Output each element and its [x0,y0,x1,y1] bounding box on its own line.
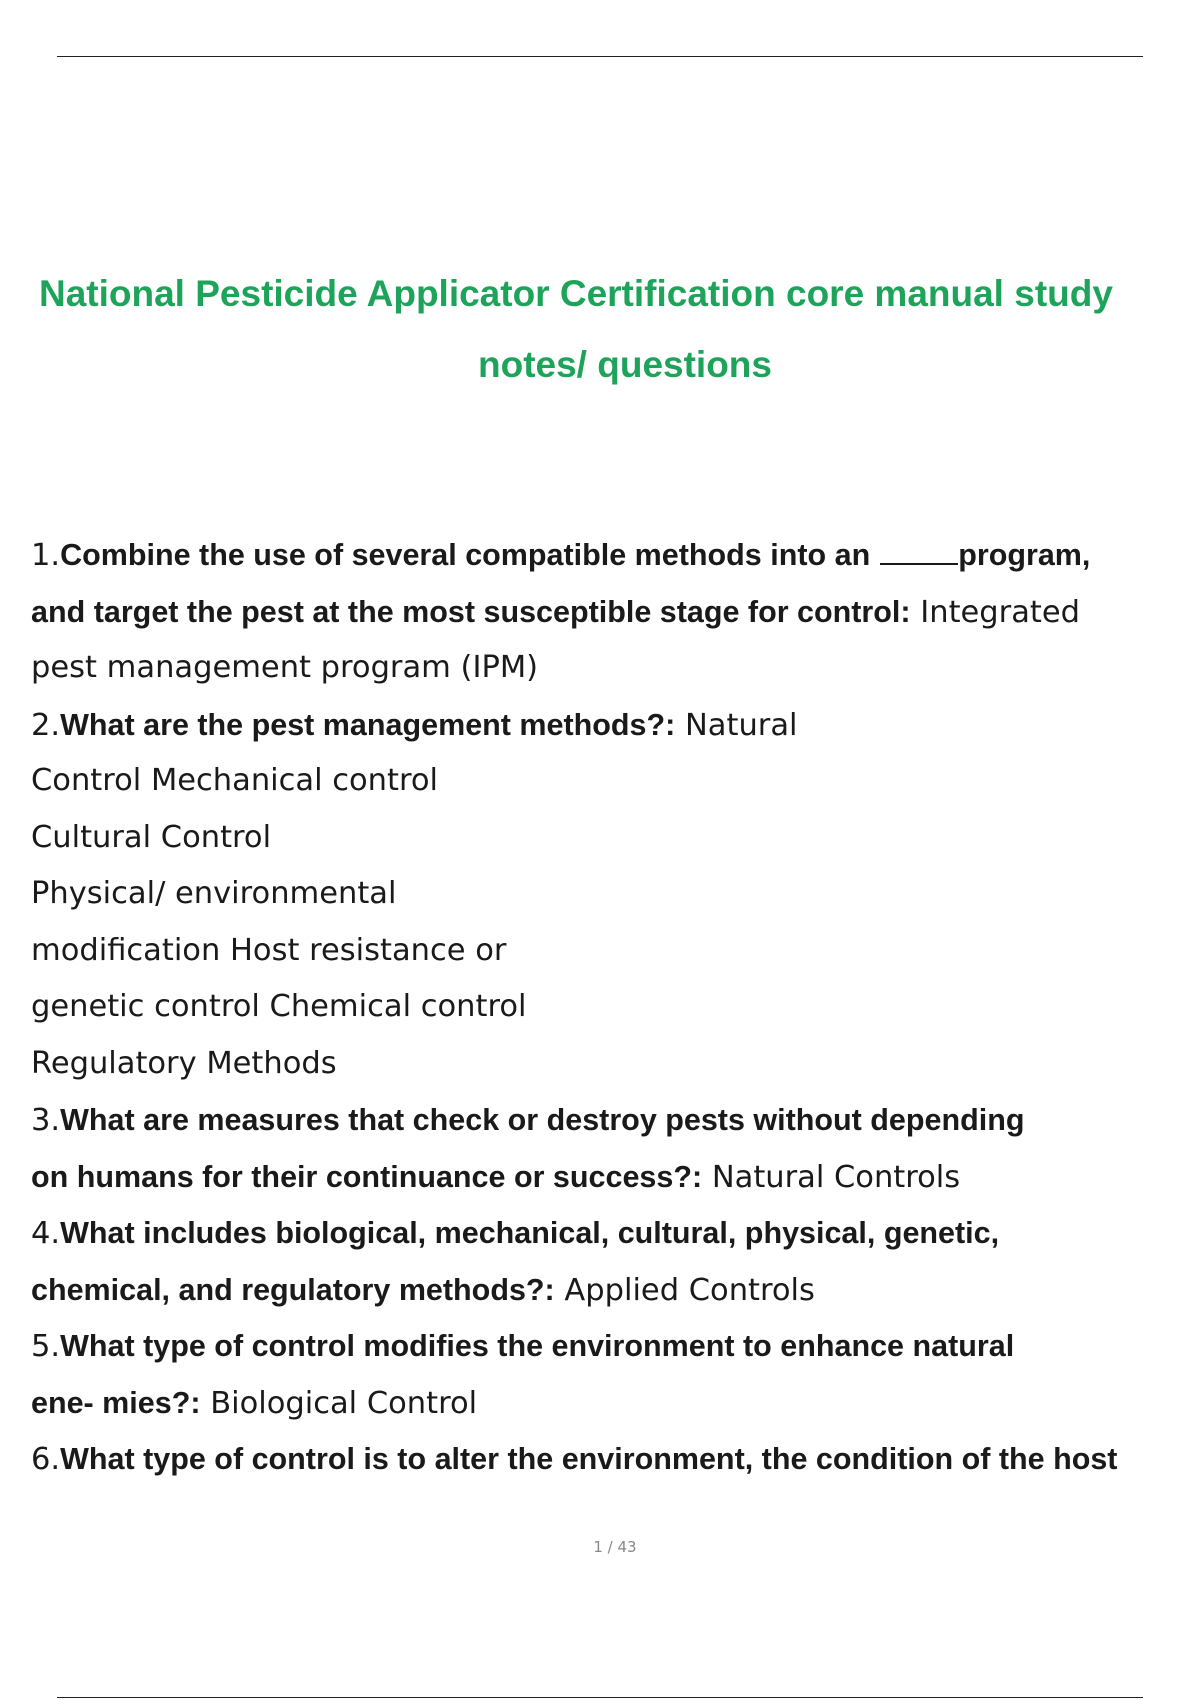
answer-text: Natural Controls [702,1159,961,1195]
item-number: 5. [31,1329,61,1364]
answer-text: Control Mechanical control [31,763,438,798]
answer-text: pest management program (IPM) [31,650,539,685]
answer-text: Physical/ environmental [31,876,397,911]
answer-text: Cultural Control [31,819,272,855]
question-text: What are measures that check or destroy pests without depending [60,1103,1025,1137]
list-item [31,527,1191,584]
list-item [31,1092,1191,1149]
answer-text: Natural [675,707,798,743]
list-item-continuation [31,979,1191,1036]
item-number: 3. [31,1103,61,1138]
list-item-continuation [31,810,1191,867]
list-item [31,1205,1191,1262]
question-text: and target the pest at the most susceptible stage for control: [31,594,911,629]
list-item-continuation [31,1149,1191,1206]
question-text: program, [958,538,1091,572]
list-item-continuation [31,866,1191,923]
page-indicator: 1 / 43 [593,1538,637,1556]
question-list [31,527,1191,1488]
question-text: What includes biological, mechanical, cultural, physical, genetic, [60,1216,1000,1250]
item-number: 1. [31,538,61,573]
answer-text: modification Host resistance or [31,932,507,968]
list-item-continuation [31,1375,1191,1432]
list-item-continuation [31,1262,1191,1319]
question-text: chemical, and regulatory methods?: [31,1272,555,1307]
bottom-rule [57,1697,1143,1698]
list-item-continuation [31,584,1191,641]
fill-in-blank [880,541,958,565]
question-text: ene- mies?: [31,1385,201,1420]
question-text: What type of control is to alter the environment, the condition of the host [60,1442,1118,1476]
question-text: What type of control modifies the environment to enhance natural [60,1329,1015,1363]
item-number: 6. [31,1442,61,1477]
title-line-1: National Pesticide Applicator Certification core manual study [39,273,1113,314]
list-item-continuation [31,923,1191,980]
item-number: 4. [31,1216,61,1251]
answer-text: Biological Control [200,1385,478,1421]
question-text: on humans for their continuance or success?: [31,1159,703,1194]
top-rule [57,56,1143,57]
answer-text: genetic control Chemical control [31,989,527,1024]
title-line-2: notes/ questions [478,344,772,385]
list-item-continuation [31,640,1191,697]
list-item [31,697,1191,754]
question-text: Combine the use of several compatible methods into an [60,538,871,572]
list-item-continuation [31,1036,1191,1093]
list-item [31,1431,1191,1488]
item-number: 2. [31,707,61,743]
list-item-continuation [31,753,1191,810]
answer-text: Applied Controls [554,1272,815,1308]
answer-text: Regulatory Methods [31,1045,337,1081]
question-text: What are the pest management methods?: [60,707,676,742]
answer-text: Integrated [910,594,1080,630]
list-item [31,1318,1191,1375]
